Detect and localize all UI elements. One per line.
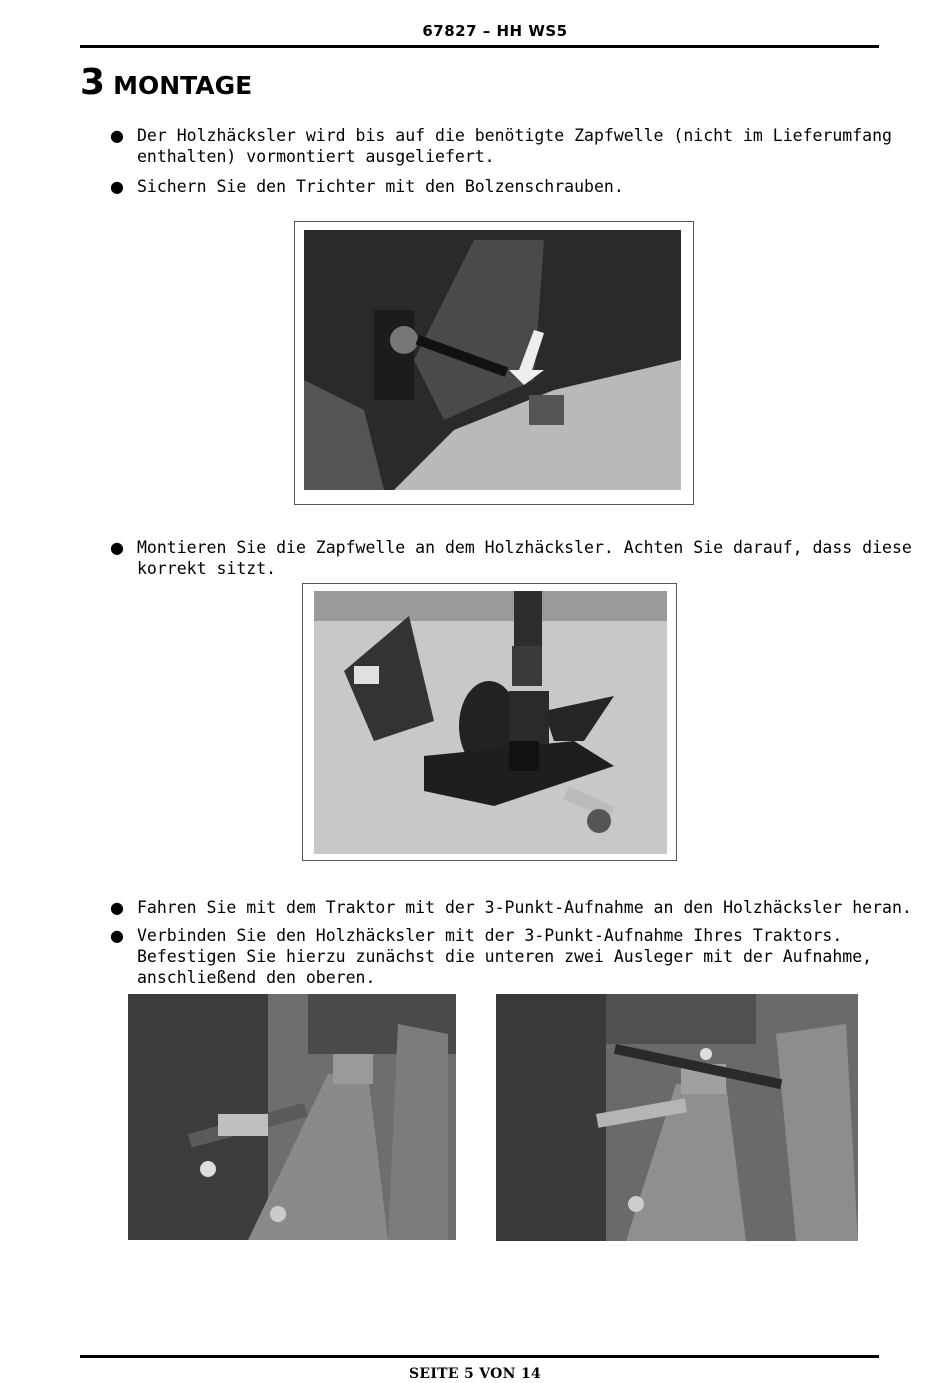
list-item bbox=[110, 537, 912, 579]
page-number: SEITE 5 VON 14 bbox=[408, 1366, 542, 1382]
photo-chipper-pto bbox=[314, 591, 667, 854]
list-item-text: Montieren Sie die Zapfwelle an dem Holzhäcksler. Achten Sie darauf, dass diese korrekt sitzt. bbox=[137, 538, 912, 578]
list-item bbox=[110, 125, 892, 167]
section-number: 3 bbox=[80, 62, 106, 103]
photo-top-link bbox=[496, 994, 858, 1241]
bullet-icon: ● bbox=[110, 926, 124, 945]
list-item-text: Sichern Sie den Trichter mit den Bolzenschrauben. bbox=[137, 177, 624, 196]
header-rule bbox=[80, 45, 879, 48]
document-code: 67827 – HH WS5 bbox=[422, 22, 568, 40]
section-heading bbox=[80, 62, 252, 103]
footer-rule bbox=[80, 1355, 879, 1358]
figure-chipper-pto bbox=[302, 583, 677, 861]
figure-hopper-bolts bbox=[294, 221, 694, 505]
section-title: MONTAGE bbox=[113, 71, 253, 100]
list-item-text: Verbinden Sie den Holzhäcksler mit der 3-Punkt-Aufnahme Ihres Traktors. Befestigen Sie hierzu zunächst die unteren zwei Ausleger mit der Aufnahme, anschließend den oberen. bbox=[137, 926, 873, 987]
bullet-icon: ● bbox=[110, 898, 124, 917]
bullet-icon: ● bbox=[110, 177, 124, 196]
bullet-icon: ● bbox=[110, 126, 124, 145]
list-item bbox=[110, 925, 872, 988]
list-item bbox=[110, 176, 624, 197]
list-item-text: Der Holzhäcksler wird bis auf die benötigte Zapfwelle (nicht im Lieferumfang enthalten) vormontiert ausgeliefert. bbox=[137, 126, 892, 166]
bullet-icon: ● bbox=[110, 538, 124, 557]
list-item-text: Fahren Sie mit dem Traktor mit der 3-Punkt-Aufnahme an den Holzhäcksler heran. bbox=[137, 898, 912, 917]
photo-lower-arms bbox=[128, 994, 456, 1240]
list-item bbox=[110, 897, 912, 918]
photo-hopper-bolts bbox=[304, 230, 681, 490]
